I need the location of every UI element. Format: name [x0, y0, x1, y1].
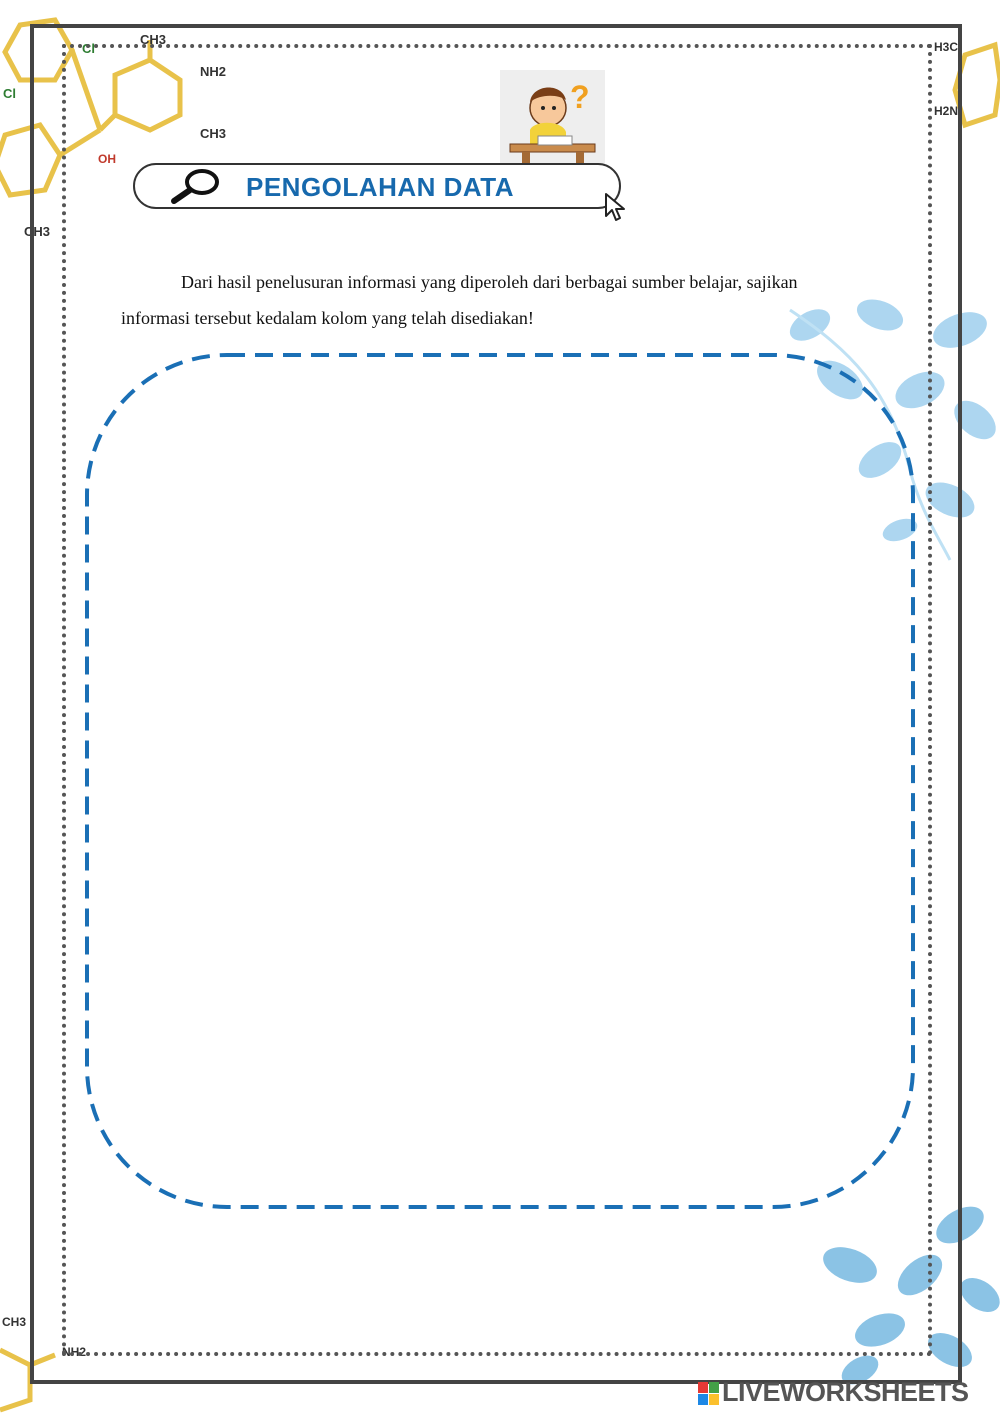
svg-text:?: ? — [570, 79, 590, 115]
thinking-student-icon — [500, 70, 605, 166]
magnifier-icon — [168, 167, 224, 205]
brand-wordmark: LIVEWORKSHEETS — [722, 1377, 969, 1407]
chem-cl-left: Cl — [3, 86, 16, 101]
chem-nh2-top: NH2 — [200, 64, 227, 79]
chem-ch3-bottom: CH3 — [2, 1315, 27, 1329]
cursor-icon — [604, 192, 628, 224]
page-title: PENGOLAHAN DATA — [246, 172, 514, 202]
chem-ch3-mid: CH3 — [200, 126, 227, 141]
chem-h2n-right: H2N — [934, 104, 959, 118]
chem-nh2-bottom: NH2 — [62, 1345, 87, 1359]
chem-oh: OH — [98, 152, 116, 166]
chem-ch3-top: CH3 — [140, 32, 167, 47]
chem-h3c-right: H3C — [934, 40, 959, 54]
chem-ch3-left: CH3 — [24, 224, 51, 239]
answer-box[interactable] — [80, 350, 920, 1212]
brand-logo-icon — [698, 1382, 720, 1406]
instruction-line-1: Dari hasil penelusuran informasi yang diperoleh dari berbagai sumber belajar, sajikan — [181, 272, 798, 292]
instruction-line-2: informasi tersebut kedalam kolom yang telah disediakan! — [121, 308, 534, 328]
chem-cl-top: Cl — [82, 41, 95, 56]
